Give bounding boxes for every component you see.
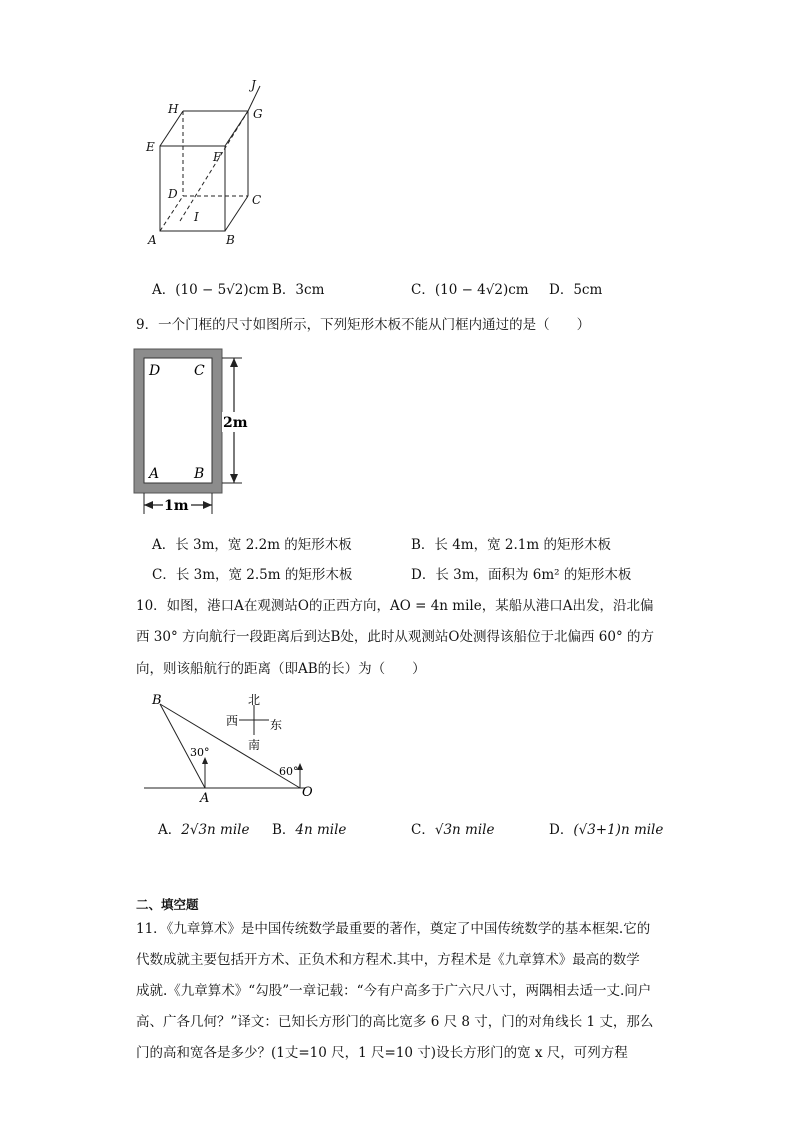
q9-option-a[interactable]: A．长 3m，宽 2.2m 的矩形木板 xyxy=(152,537,352,553)
navigation-figure xyxy=(140,690,320,805)
door-label-a: A xyxy=(149,466,160,482)
q9-option-b[interactable]: B．长 4m，宽 2.1m 的矩形木板 xyxy=(411,537,611,553)
cube-label-a: A xyxy=(148,233,157,247)
cube-label-c: C xyxy=(252,193,262,207)
section-title: 二、填空题 xyxy=(136,897,199,912)
door-width-label: 1m xyxy=(164,498,189,514)
q9-option-c[interactable]: C．长 3m，宽 2.5m 的矩形木板 xyxy=(152,567,353,583)
door-height-label: 2m xyxy=(223,415,248,431)
q8-option-c[interactable]: C．(10 − 4√2)cm xyxy=(411,282,529,298)
q11-line3: 成就.《九章算术》“勾股”一章记载：“今有户高多于广六尺八寸，两隅相去适一丈.问户 xyxy=(136,983,652,999)
angle-a-label: 30° xyxy=(190,746,210,759)
q10-stem-line2: 西 30° 方向航行一段距离后到达B处，此时从观测站O处测得该船位于北偏西 60° 的方 xyxy=(136,629,655,645)
q11-line5: 门的高和宽各是多少？(1丈=10 尺，1 尺=10 寸)设长方形门的宽 x 尺，可列方程 xyxy=(136,1045,628,1061)
point-b-label: B xyxy=(152,693,162,708)
door-label-d: D xyxy=(149,363,161,379)
cube-label-h: H xyxy=(168,102,179,116)
cube-label-i: I xyxy=(194,210,199,224)
q11-line2: 代数成就主要包括开方术、正负术和方程术.其中，方程术是《九章算术》最高的数学 xyxy=(136,952,640,968)
cube-label-j: J xyxy=(251,78,256,92)
q9-option-d[interactable]: D．长 3m，面积为 6m² 的矩形木板 xyxy=(411,567,632,583)
compass-north: 北 xyxy=(248,693,261,707)
point-o-label: O xyxy=(302,785,313,800)
compass-west: 西 xyxy=(226,714,239,728)
q10-option-a[interactable]: A．2√3n mile xyxy=(158,822,250,838)
compass-east: 东 xyxy=(270,718,283,732)
q10-option-d[interactable]: D．(√3+1)n mile xyxy=(549,822,664,838)
q8-option-b[interactable]: B．3cm xyxy=(272,282,325,298)
cube-label-e: E xyxy=(146,140,155,154)
cube-label-d: D xyxy=(168,187,178,201)
q10-stem-line1: 10．如图，港口A在观测站O的正西方向，AO = 4n mile，某船从港口A出发，沿北偏 xyxy=(136,598,654,614)
door-frame-figure xyxy=(130,344,260,519)
q8-option-d[interactable]: D．5cm xyxy=(549,282,603,298)
cube-label-b: B xyxy=(226,233,235,247)
door-label-c: C xyxy=(194,363,205,379)
q10-stem-line3: 向，则该船航行的距离（即AB的长）为（ ） xyxy=(136,661,426,677)
angle-o-label: 60° xyxy=(279,765,299,778)
q8-option-a[interactable]: A．(10 − 5√2)cm xyxy=(152,282,269,298)
cube-figure xyxy=(140,78,270,248)
q11-line1: 11．《九章算术》是中国传统数学最重要的著作，奠定了中国传统数学的基本框架.它的 xyxy=(136,921,651,937)
q10-option-c[interactable]: C．√3n mile xyxy=(411,822,495,838)
q9-stem: 9．一个门框的尺寸如图所示，下列矩形木板不能从门框内通过的是（ ） xyxy=(136,317,591,333)
point-a-label: A xyxy=(200,791,210,805)
q10-option-b[interactable]: B．4n mile xyxy=(272,822,347,838)
q11-line4: 高、广各几何？”译文：已知长方形门的高比宽多 6 尺 8 寸，门的对角线长 1 丈，那么 xyxy=(136,1014,654,1030)
cube-label-g: G xyxy=(253,107,263,121)
cube-label-f: F xyxy=(213,150,222,164)
compass-south: 南 xyxy=(248,738,261,752)
door-label-b: B xyxy=(194,466,205,482)
